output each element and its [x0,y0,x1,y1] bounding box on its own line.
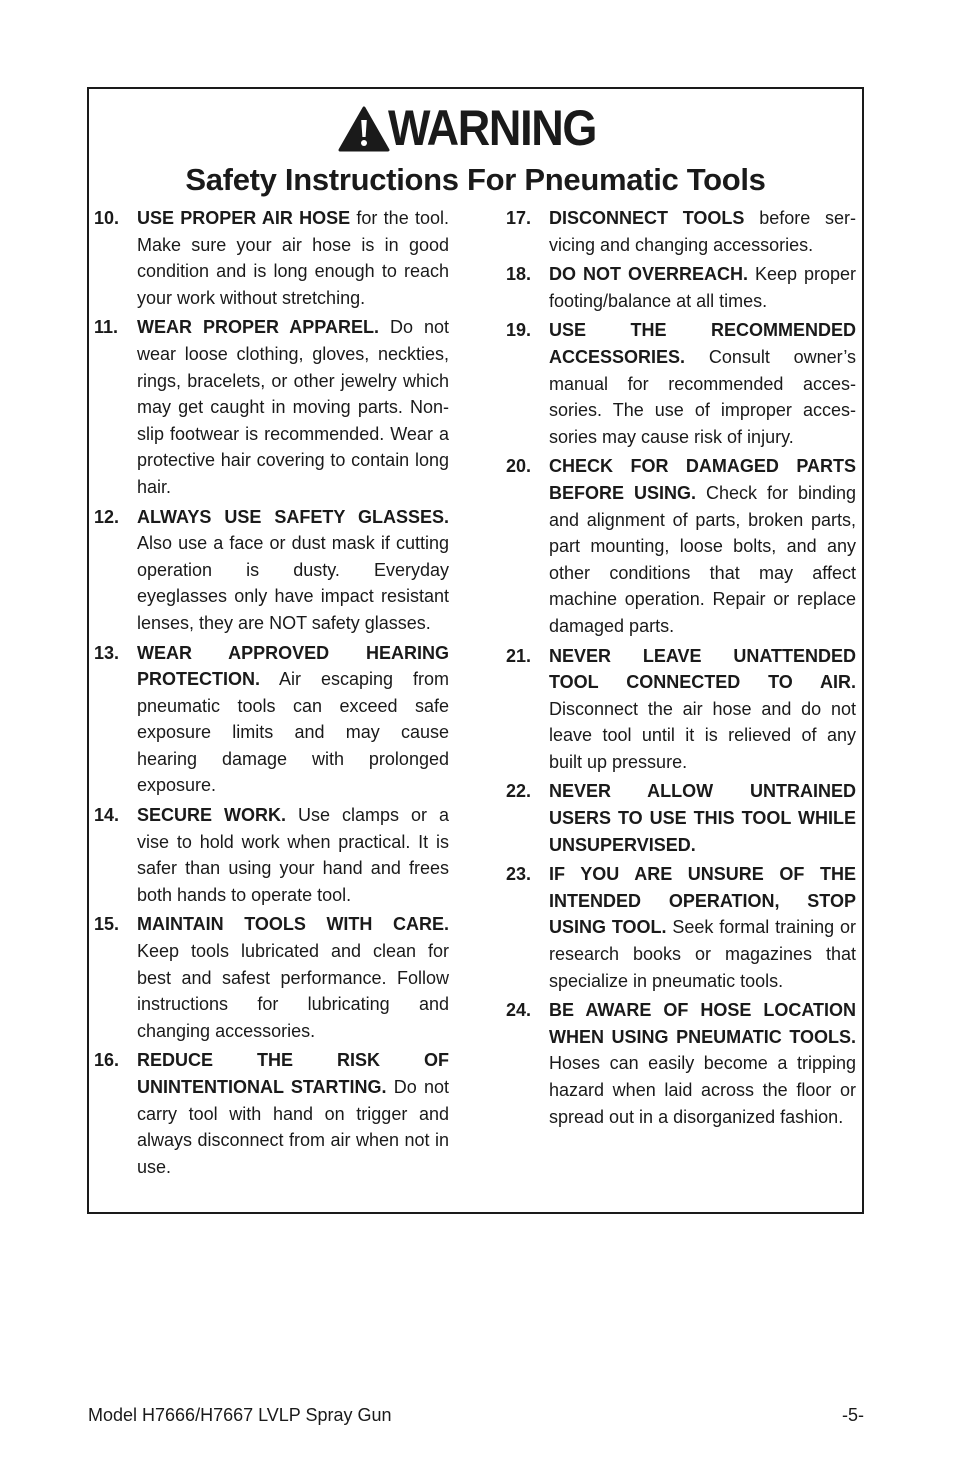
item-body [549,778,856,858]
item-number: 17. [506,208,532,228]
item-text: Seek formal training or research books or magazines that specialize in pneumatic tools. [549,917,856,991]
item-heading: USE THE RECOMMENDED ACCESSORIES. [549,320,856,367]
safety-item [506,997,856,1130]
item-text: before servicing and changing accessories. [549,208,856,255]
warning-heading [89,99,862,157]
item-number: 19. [506,320,532,341]
safety-item [506,861,856,994]
item-number: 11. [94,317,119,338]
item-number: 16. [94,1050,120,1071]
warning-triangle-icon [338,106,390,152]
page-subtitle: Safety Instructions For Pneumatic Tools [185,162,766,197]
item-text: Keep tools lubricated and clean for best and safest performance. Follow instructions for lubricating and changing accessories. [137,941,449,1041]
item-number: 14. [94,805,120,826]
item-heading: USE PROPER AIR HOSE [137,208,351,228]
item-heading: NEVER ALLOW UNTRAINED USERS TO USE THIS TOOL WHILE UNSUPERVISED. [549,781,856,855]
item-body [549,317,856,450]
item-body [137,205,449,311]
item-text: Hoses can easily become a tripping hazard when laid across the floor or spread out in a disorganized fashion. [549,1053,856,1127]
item-heading: ALWAYS USE SAFETY GLASSES. [137,506,449,527]
safety-item [94,911,449,1044]
safety-item [94,504,449,637]
warning-title: WARNING [388,100,597,156]
item-text: Do not carry tool with hand on trigger and always disconnect from air when not in use. [137,1077,449,1177]
item-heading: MAINTAIN TOOLS WITH CARE. [137,914,449,935]
warning-header [89,99,862,199]
item-number: 12. [94,506,120,527]
item-body [549,861,856,994]
item-text: Check for binding and alignment of parts, broken parts, part mounting, loose bolts, and any other conditions that may affect machine operation. Repair or replace damaged parts. [549,482,856,636]
item-text: Use clamps or a vise to hold work when practical. It is safer than using your hand and frees both hands to operate tool. [137,805,449,905]
item-heading: CHECK FOR DAMAGED PARTS BEFORE USING. [549,456,856,503]
item-number: 10. [94,208,120,228]
safety-item [506,453,856,639]
item-heading: IF YOU ARE UNSURE OF THE INTENDED OPERATION, STOP USING TOOL. [549,864,856,938]
item-heading: SECURE WORK. [137,805,286,826]
item-body [549,643,856,776]
safety-item [506,261,856,314]
item-body [137,802,449,908]
item-number: 22. [506,781,532,802]
item-text: for the tool. Make sure your air hose is in good condition and is long enough to reach your work without stretching. [137,208,449,308]
item-number: 23. [506,864,532,885]
item-number: 21. [506,645,532,666]
safety-item [506,778,856,858]
safety-item [94,205,449,311]
item-body [137,314,449,500]
right-column [506,205,856,1133]
item-number: 24. [506,1000,532,1021]
item-number: 20. [506,456,532,477]
item-heading: REDUCE THE RISK OF UNINTENTIONAL STARTING. [137,1050,449,1097]
item-heading: WEAR APPROVED HEARING PROTECTION. [137,642,449,690]
safety-item [94,802,449,908]
item-text: Air escaping from pneumatic tools can exceed safe exposure limits and may cause hearing damage with prolonged exposure. [137,669,449,796]
item-heading: BE AWARE OF HOSE LOCATION WHEN USING PNEUMATIC TOOLS. [549,1000,856,1047]
item-body [549,453,856,639]
item-number: 13. [94,642,120,663]
safety-item [94,314,449,500]
item-body [549,261,856,314]
item-text: Also use a face or dust mask if cutting operation is dusty. Everyday eyeglasses only have impact resistant lenses, they are NOT safety glasses. [137,533,449,633]
item-text: Do not wear loose clothing, gloves, neckties, rings, bracelets, or other jewelry which may get caught in moving parts. Non-slip footwear is recommended. Wear a protective hair covering to contain long hair. [137,317,449,497]
item-body [549,997,856,1130]
safety-item [94,640,449,800]
footer-page-number: -5- [842,1405,864,1425]
warning-box [87,87,864,1214]
item-body [549,205,856,258]
footer-model: Model H7666/H7667 LVLP Spray Gun [88,1405,392,1425]
safety-item [94,1047,449,1180]
safety-item [506,317,856,450]
item-body [137,640,449,800]
item-text: Disconnect the air hose and do not leave tool until it is relieved of any built up pressure. [549,698,856,772]
item-heading: WEAR PROPER APPAREL. [137,317,379,338]
item-heading: DO NOT OVERREACH. [549,264,748,285]
left-column [94,205,449,1183]
item-heading: NEVER LEAVE UNATTENDED TOOL CONNECTED TO AIR. [549,645,856,693]
item-text: Consult owner’s manual for recommended accessories. The use of improper accessories may cause risk of injury. [549,346,856,447]
safety-item [506,643,856,776]
item-body [137,911,449,1044]
item-number: 15. [94,914,120,935]
item-number: 18. [506,264,532,285]
item-heading: DISCONNECT TOOLS [549,208,745,228]
item-body [137,504,449,637]
safety-item [506,205,856,258]
item-text: Keep proper footing/balance at all times. [549,264,856,311]
item-body [137,1047,449,1180]
